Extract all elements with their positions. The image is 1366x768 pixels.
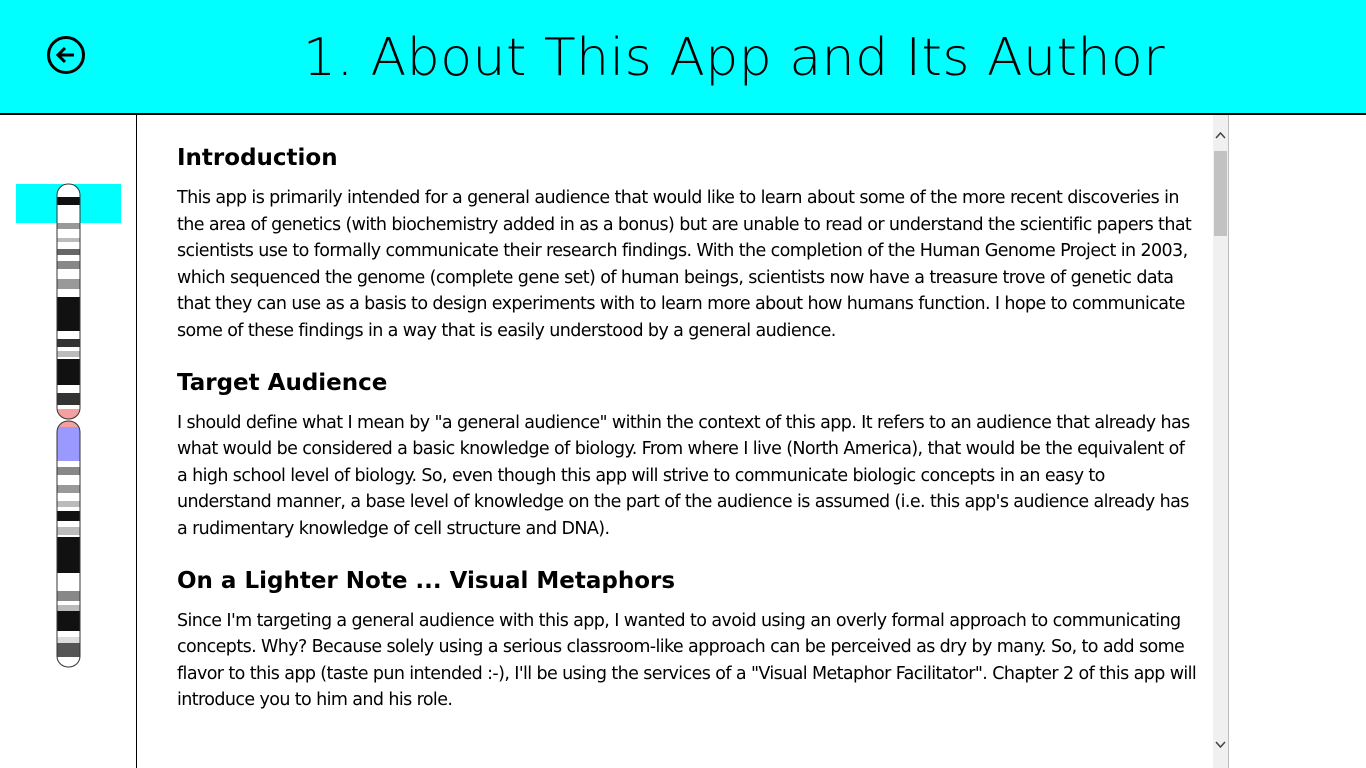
vertical-scrollbar[interactable]: [1213, 115, 1229, 768]
chevron-up-icon: [1215, 131, 1226, 139]
scroll-thumb[interactable]: [1214, 151, 1227, 236]
chromosome-navigator: [0, 115, 137, 768]
section-body-target-audience: I should define what I mean by "a general audience" within the context of this app. It refers to an audience that already has what would be considered a basic knowledge of biology. From where I live (North America), that would be the equivalent of a high school level of biology. So, even though this app will strive to communicate biologic concepts in an easy to understand manner, a base level of knowledge on the part of the audience is assumed (i.e. this app's audience already has a rudimentary knowledge of cell structure and DNA).: [177, 412, 1190, 539]
article: [177, 141, 1197, 735]
section-heading-visual-metaphors: On a Lighter Note ... Visual Metaphors: [177, 567, 676, 594]
article-content[interactable]: [137, 115, 1213, 768]
chromosome-icon[interactable]: [56, 183, 81, 668]
section-body-visual-metaphors: Since I'm targeting a general audience with this app, I wanted to avoid using an overly formal approach to communicating concepts. Why? Because solely using a serious classroom-like approach can be perceived as dry by many. So, to add some flavor to this app (taste pun intended :-), I'll be using the services of a "Visual Metaphor Facilitator". Chapter 2 of this app will introduce you to him and his role.: [177, 610, 1197, 711]
chevron-down-icon: [1215, 741, 1226, 749]
header-bar: [0, 0, 1366, 115]
section-body-introduction: This app is primarily intended for a general audience that would like to learn about some of the more recent discoveries in the area of genetics (with biochemistry added in as a bonus) but are unable to read or understand the scientific papers that scientists use to formally communicate their research findings. With the completion of the Human Genome Project in 2003, which sequenced the genome (complete gene set) of human beings, scientists now have a treasure trove of genetic data that they can use as a basis to design experiments with to learn more about how humans function. I hope to communicate some of these findings in a way that is easily understood by a general audience.: [177, 188, 1192, 341]
section-heading-introduction: Introduction: [177, 145, 338, 171]
page-title: 1. About This App and Its Author: [303, 28, 1166, 88]
arrow-left-icon: [55, 44, 77, 66]
scroll-down-button[interactable]: [1213, 735, 1228, 755]
back-button[interactable]: [47, 36, 85, 74]
scroll-up-button[interactable]: [1213, 125, 1228, 145]
section-heading-target-audience: Target Audience: [177, 369, 388, 396]
